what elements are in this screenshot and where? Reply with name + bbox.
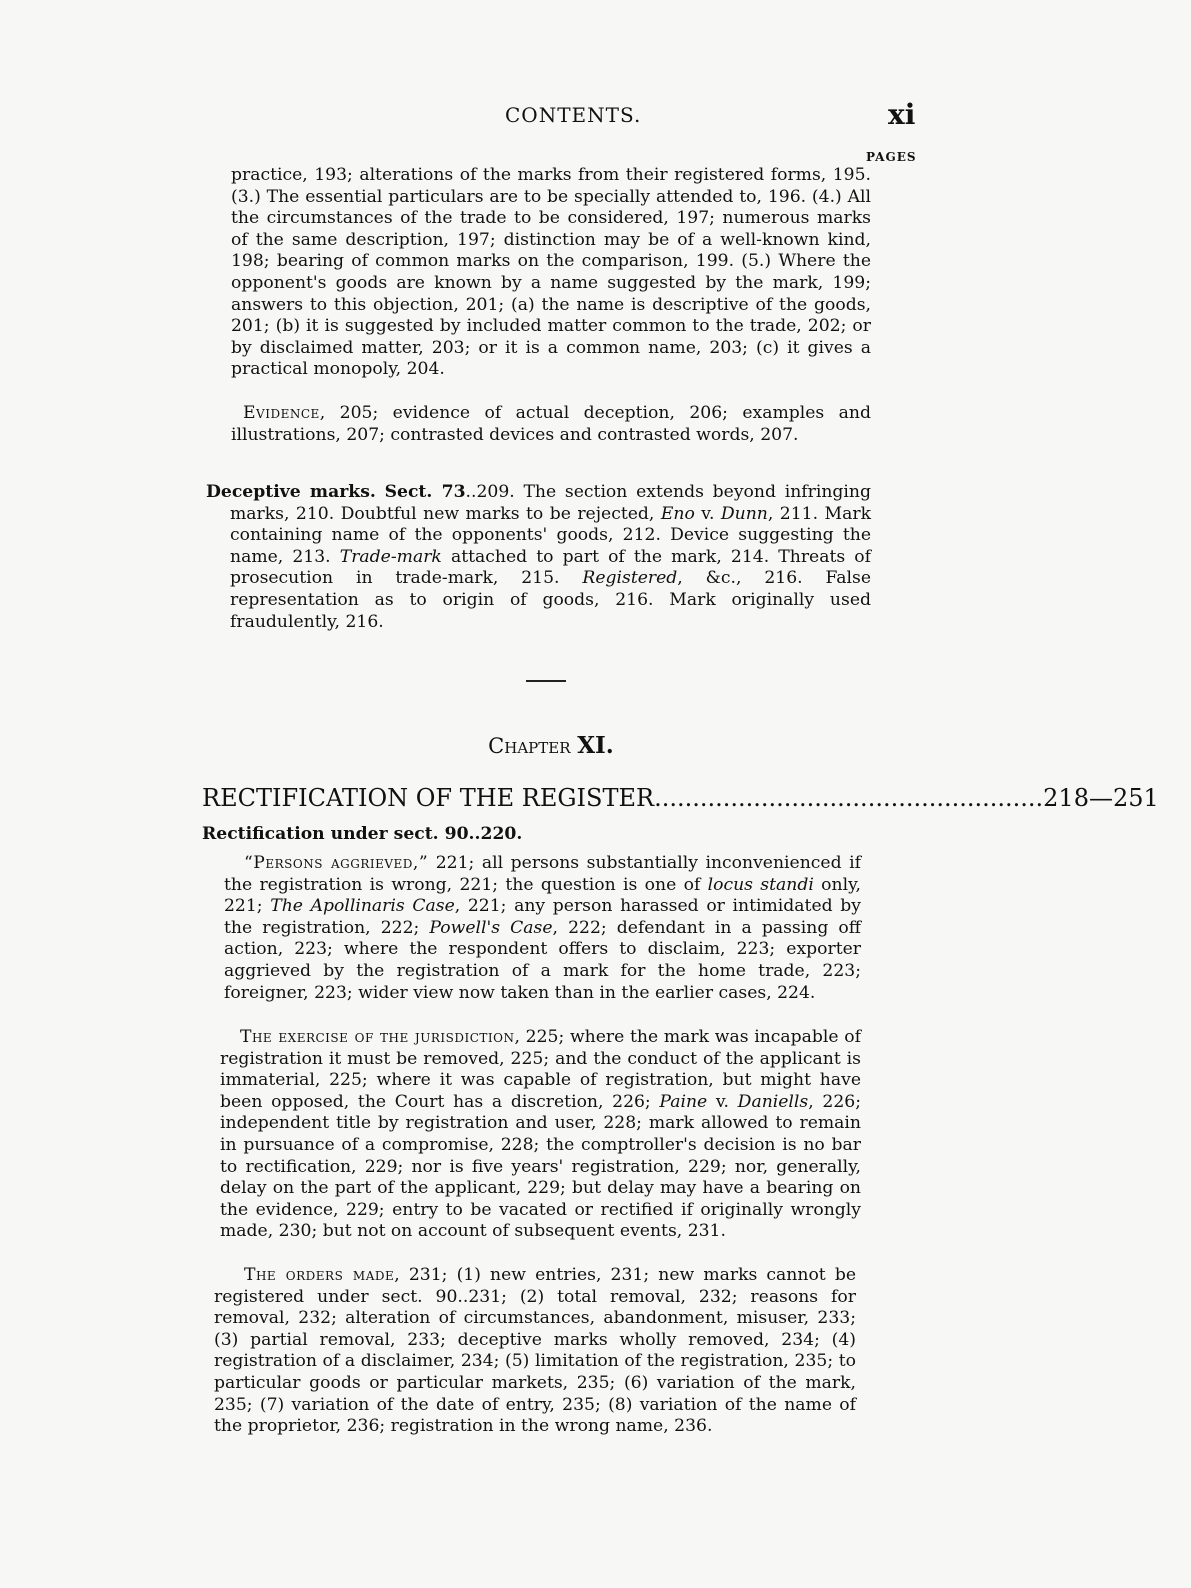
- subhead-evidence: Evidence: [243, 403, 320, 423]
- dot-leader: ...................................................: [654, 784, 1044, 812]
- subhead-persons-aggrieved: “Persons aggrieved,”: [244, 853, 429, 873]
- case-name: Eno: [660, 503, 695, 524]
- case-name: Daniells: [737, 1091, 809, 1112]
- case-name: Powell's Case: [429, 917, 553, 938]
- entry-heading: Deceptive marks.: [206, 482, 376, 502]
- deceptive-marks-entry: [206, 482, 871, 633]
- contents-paragraph-evidence: [231, 403, 871, 446]
- case-name: Dunn: [720, 503, 768, 524]
- text-run: , &c., 216. False representation as to origin of goods, 216. Mark originally used fraudulently, 216.: [230, 568, 871, 632]
- text-run: v.: [707, 1091, 738, 1112]
- jurisdiction-paragraph: [220, 1027, 861, 1243]
- chapter-page-range: 218—251: [1043, 784, 1159, 812]
- text-run: ..209. The section extends beyond infringing marks, 210. Doubtful new marks to be rejected,: [230, 482, 871, 524]
- text-run: attached to part of the mark, 214. Threats of prosecution in trade-mark, 215.: [230, 546, 871, 589]
- chapter-number: XI.: [577, 732, 614, 759]
- page-number: xi: [888, 98, 916, 131]
- text-run: , 205; evidence of actual deception, 206; examples and illustrations, 207; contrasted devices and contrasted words, 207.: [231, 403, 871, 445]
- chapter-label: Chapter: [488, 734, 571, 758]
- persons-aggrieved-paragraph: [224, 853, 861, 1004]
- subhead-orders-made: The orders made: [244, 1265, 395, 1285]
- italic-term: locus standi: [707, 874, 814, 895]
- text-run: 221; all persons substantially inconvenienced if the registration is wrong, 221; the question is one of: [224, 853, 861, 895]
- text-run: only, 221;: [224, 874, 861, 917]
- text-run: , 221; any person harassed or intimidated by the registration, 222;: [224, 896, 861, 938]
- case-name: Paine: [659, 1091, 708, 1112]
- chapter-title-line: [202, 784, 1159, 812]
- italic-term: Registered: [582, 568, 678, 589]
- chapter-heading: [440, 732, 662, 759]
- text-run: , 225; where the mark was incapable of registration it must be removed, 225; and the conduct of the applicant is immaterial, 225; where it was capable of registration, but might have been opposed, the Court has a discretion, 226;: [220, 1027, 861, 1112]
- italic-term: Trade-mark: [339, 546, 442, 567]
- text-run: v.: [694, 503, 721, 524]
- orders-made-paragraph: [214, 1265, 856, 1438]
- contents-paragraph: practice, 193; alterations of the marks from their registered forms, 195. (3.) The essential particulars are to be specially attended to, 196. (4.) All the circumstances of the trade to be considered, 197; numerous marks of the same description, 197; distinction may be of a well-known kind, 198; bearing of common marks on the comparison, 199. (5.) Where the opponent's goods are known by a name suggested by the mark, 199; answers to this objection, 201; (a) the name is descriptive of the goods, 201; (b) it is suggested by included matter common to the trade, 202; or by disclaimed matter, 203; or it is a common name, 203; (c) it gives a practical monopoly, 204.: [231, 165, 871, 380]
- section-reference: Sect. 73: [384, 482, 466, 502]
- text-run: , 226; independent title by registration and user, 228; mark allowed to remain in pursuance of a compromise, 228; the comptroller's decision is no bar to rectification, 229; nor is five years' registration, 229; nor, generally, delay on the part of the applicant, 229; but delay may have a bearing on the evidence, 229; entry to be vacated or rectified if originally wrongly made, 230; but not on account of subsequent events, 231.: [220, 1091, 861, 1242]
- text-run: , 231; (1) new entries, 231; new marks cannot be registered under sect. 90..231; (2) total removal, 232; reasons for removal, 232; alteration of circumstances, abandonment, misuser, 233; (3) partial removal, 233; deceptive marks wholly removed, 234; (4) registration of a disclaimer, 234; (5) limitation of the registration, 235; to particular goods or particular markets, 235; (6) variation of the mark, 235; (7) variation of the date of entry, 235; (8) variation of the name of the proprietor, 236; registration in the wrong name, 236.: [214, 1265, 856, 1437]
- text-run: , 211. Mark containing name of the opponents' goods, 212. Device suggesting the name, 213.: [230, 503, 871, 567]
- text-run: , 222; defendant in a passing off action, 223; where the respondent offers to disclaim, 223; exporter aggrieved by the registration of a mark for the home trade, 223; foreigner, 223; wider view now taken than in the earlier cases, 224.: [224, 917, 861, 1003]
- pages-column-label: PAGES: [866, 150, 917, 164]
- rectification-heading: Rectification under sect. 90..220.: [202, 824, 523, 844]
- chapter-title: RECTIFICATION OF THE REGISTER: [202, 784, 655, 812]
- case-name: The Apollinaris Case: [270, 896, 455, 917]
- section-divider: [526, 680, 566, 682]
- subhead-jurisdiction: The exercise of the jurisdiction: [240, 1027, 515, 1047]
- running-head-title: CONTENTS.: [505, 103, 642, 127]
